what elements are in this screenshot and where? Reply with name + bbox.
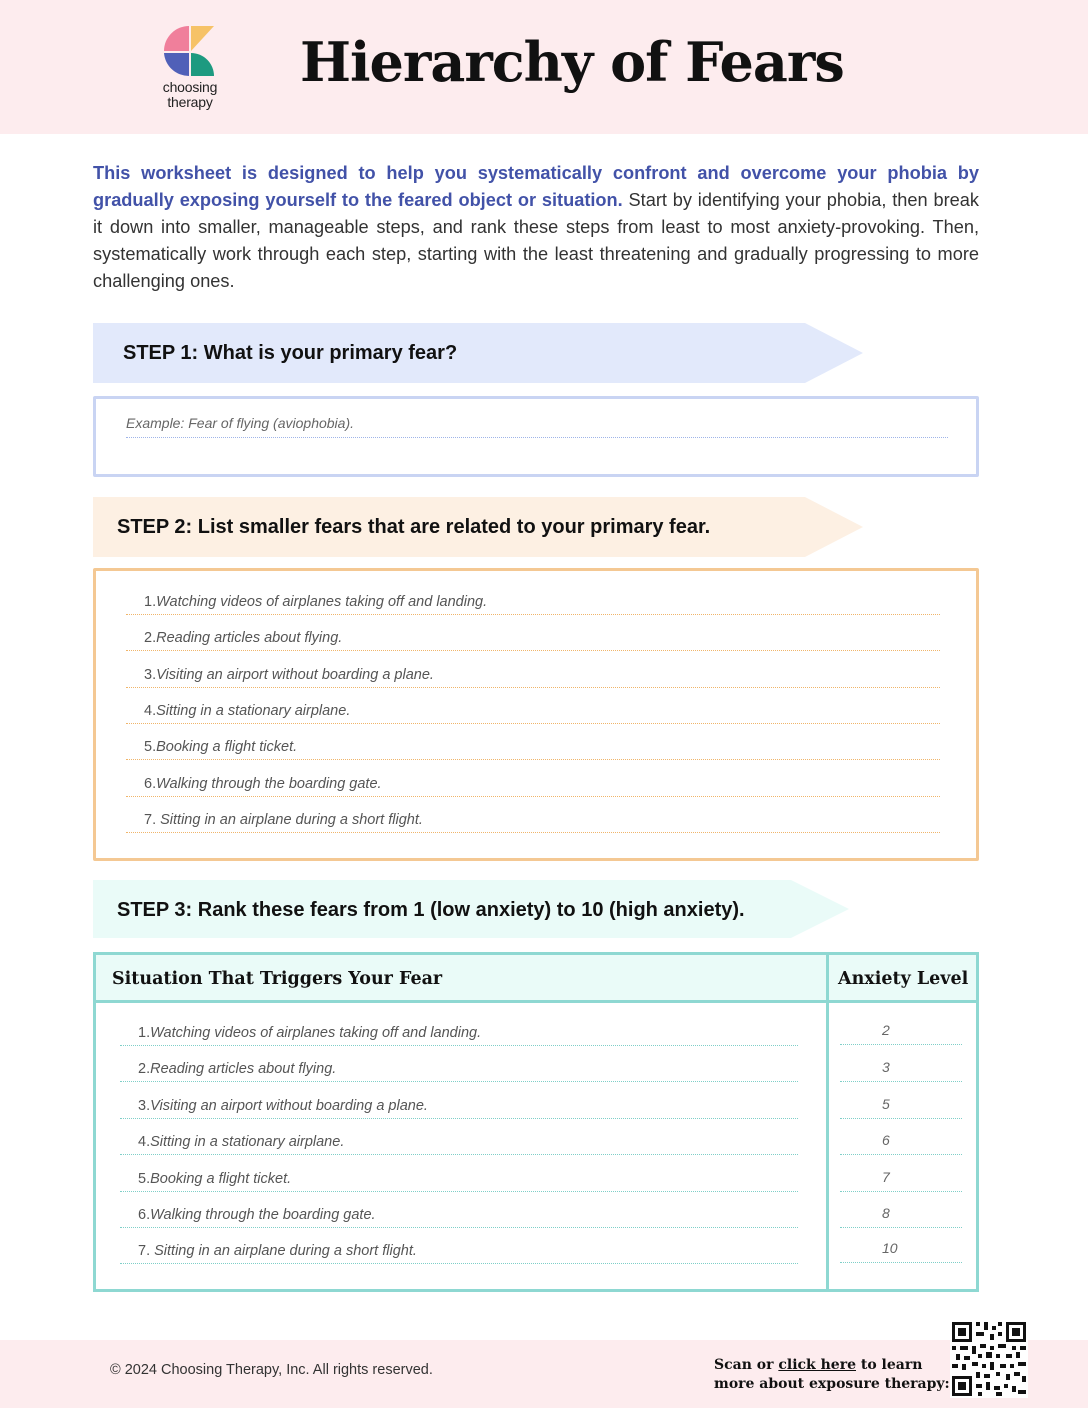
step2-list-box [93,568,979,861]
intro-paragraph [93,160,979,295]
row-situation: Reading articles about flying. [150,1061,337,1077]
list-item[interactable] [126,703,940,724]
row-situation: Walking through the boarding gate. [150,1207,376,1223]
logo-wordmark [150,80,230,110]
list-item-text: Booking a flight ticket. [156,739,298,755]
list-item-text: Sitting in a stationary airplane. [156,703,351,719]
table-row[interactable] [120,1171,798,1192]
step1-answer-box[interactable] [93,396,979,477]
list-item-text: Sitting in an airplane during a short flight. [156,812,423,828]
anxiety-level-cell[interactable]: 5 [840,1096,962,1119]
list-item-number: 4. [144,703,157,719]
anxiety-level-cell[interactable]: 8 [840,1205,962,1228]
list-item[interactable] [126,594,940,615]
row-number: 1. [138,1025,151,1041]
logo-text-line1: choosing [162,79,218,95]
row-number: 7. [138,1243,151,1259]
scan-suffix: to learn [856,1357,923,1373]
page-title: Hierarchy of Fears [300,30,844,94]
list-item[interactable] [126,667,940,688]
list-item-number: 6. [144,776,157,792]
anxiety-level-cell[interactable]: 10 [840,1240,962,1263]
column-header-anxiety-level: Anxiety Level [838,969,969,989]
step3-label: STEP 3: Rank these fears from 1 (low anxiety) to 10 (high anxiety). [117,898,745,921]
table-row[interactable] [120,1025,798,1046]
list-item-number: 7. [144,812,157,828]
row-number: 5. [138,1171,151,1187]
row-situation: Booking a flight ticket. [150,1171,292,1187]
scan-prefix: Scan or [714,1357,779,1373]
table-row[interactable] [120,1243,798,1264]
anxiety-level-cell[interactable]: 3 [840,1059,962,1082]
scan-line2: more about exposure therapy: [714,1376,950,1392]
footer [0,1340,1088,1408]
ranking-table [93,952,979,1292]
row-number: 2. [138,1061,151,1077]
learn-more-link[interactable]: click here [778,1357,856,1373]
table-row[interactable] [120,1207,798,1228]
anxiety-level-cell[interactable]: 7 [840,1169,962,1192]
qr-code-icon[interactable] [950,1320,1028,1398]
header [0,0,1088,134]
row-situation: Visiting an airport without boarding a plane. [150,1098,428,1114]
choosing-therapy-logo[interactable] [150,24,230,116]
column-header-situation: Situation That Triggers Your Fear [112,969,443,989]
step3-banner [93,880,849,940]
intro-highlight: This worksheet is designed to help you systematically confront and overcome your phobia by gradually exposing yourself to the feared object or situation. [93,163,979,210]
list-item-text: Reading articles about flying. [156,630,343,646]
list-item[interactable] [126,812,940,833]
row-number: 6. [138,1207,151,1223]
table-header [96,955,976,1003]
list-item-number: 2. [144,630,157,646]
list-item-number: 3. [144,667,157,683]
step2-banner [93,497,863,557]
anxiety-level-cell[interactable]: 6 [840,1132,962,1155]
list-item-number: 1. [144,594,157,610]
row-situation: Sitting in a stationary airplane. [150,1134,345,1150]
copyright-text: © 2024 Choosing Therapy, Inc. All rights reserved. [110,1362,433,1378]
anxiety-level-cell[interactable]: 2 [840,1022,962,1045]
list-item-number: 5. [144,739,157,755]
row-number: 3. [138,1098,151,1114]
table-row[interactable] [120,1098,798,1119]
list-item-text: Walking through the boarding gate. [156,776,382,792]
list-item[interactable] [126,776,940,797]
row-situation: Sitting in an airplane during a short flight. [150,1243,417,1259]
step2-label: STEP 2: List smaller fears that are related to your primary fear. [117,515,711,538]
step1-label: STEP 1: What is your primary fear? [123,341,458,364]
row-situation: Watching videos of airplanes taking off and landing. [150,1025,482,1041]
list-item-text: Watching videos of airplanes taking off and landing. [156,594,488,610]
intro-body: Start by identifying your phobia, then break it down into smaller, manageable steps, and rank these steps from least to most anxiety-provoking. Then, systematically work through each step, starting with the least threatening and gradually progressing to more challenging ones. [93,190,979,291]
row-number: 4. [138,1134,151,1150]
list-item[interactable] [126,739,940,760]
step1-example-field[interactable]: Example: Fear of flying (aviophobia). [126,415,948,438]
table-row[interactable] [120,1061,798,1082]
logo-mark-icon [162,24,216,78]
list-item-text: Visiting an airport without boarding a plane. [156,667,434,683]
list-item[interactable] [126,630,940,651]
column-divider [826,955,829,1289]
logo-text-line2: therapy [167,94,213,110]
step1-banner [93,323,863,383]
scan-prompt [714,1356,950,1394]
table-row[interactable] [120,1134,798,1155]
